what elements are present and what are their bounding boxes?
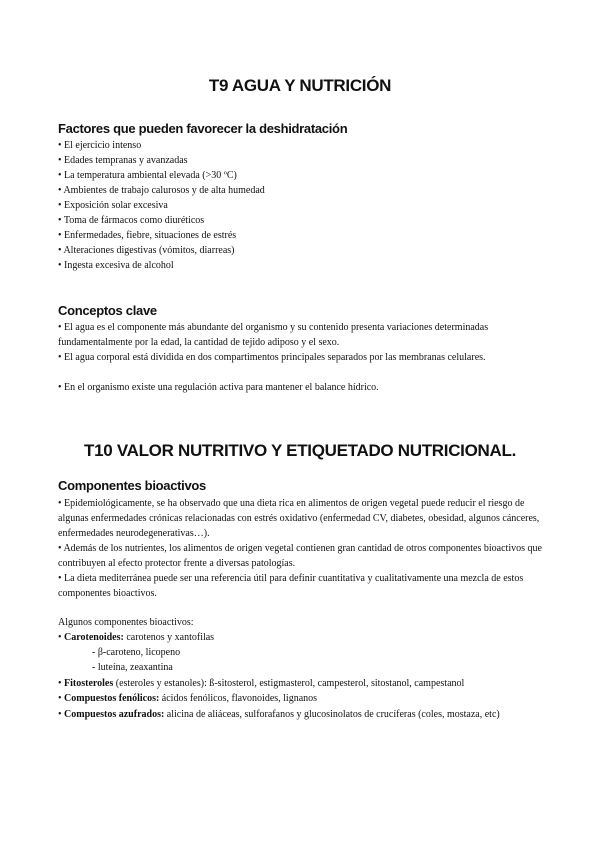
- bullet: •: [58, 709, 65, 720]
- algunos-label: Algunos componentes bioactivos:: [58, 617, 194, 628]
- bullet: •: [58, 693, 65, 704]
- list-item: • Edades tempranas y avanzadas: [58, 155, 188, 166]
- concepto-paragraph: • El agua es el componente más abundante del organismo y su contenido presenta variaciones determinadas fundamentalmente por la edad, la cantidad de tejido adiposo y el sexo.: [58, 322, 489, 348]
- fenolicos-text: ácidos fenólicos, flavonoides, lignanos: [159, 693, 318, 704]
- fitosteroles-label: Fitosteroles: [64, 678, 114, 689]
- list-item-carotenoides: [58, 631, 214, 645]
- t10-title: T10 VALOR NUTRITIVO Y ETIQUETADO NUTRICIONAL.: [84, 441, 516, 460]
- list-item: • Alteraciones digestivas (vómitos, diarreas): [58, 245, 235, 256]
- list-item-azufrados: [58, 707, 548, 722]
- list-item: • Ingesta excesiva de alcohol: [58, 260, 174, 271]
- concepto-paragraph: • En el organismo existe una regulación activa para mantener el balance hídrico.: [58, 382, 379, 393]
- componentes-paragraph: • Epidemiológicamente, se ha observado que una dieta rica en alimentos de origen vegetal puede reducir el riesgo de algunas enfermedades crónicas relacionadas con estrés oxidativo (enfermedad CV, diabetes, obesidad, algunos cánceres, enfermedades neurodegenerativas…).: [58, 498, 540, 539]
- componentes-paragraph: • Además de los nutrientes, los alimentos de origen vegetal contienen gran cantidad de otros componentes bioactivos que contribuyen al efecto protector frente a diversas patologías.: [58, 543, 542, 569]
- t9-title: T9 AGUA Y NUTRICIÓN: [208, 76, 392, 95]
- list-item: • Toma de fármacos como diuréticos: [58, 215, 205, 226]
- componentes-heading: Componentes bioactivos: [58, 478, 206, 493]
- concepto-paragraph: • El agua corporal está dividida en dos compartimentos principales separados por las membranas celulares.: [58, 352, 486, 363]
- list-item: • Ambientes de trabajo calurosos y de alta humedad: [58, 185, 265, 196]
- azufrados-text: alicina de aliáceas, sulforafanos y glucosinolatos de crucíferas (coles, mostaza, etc): [164, 709, 500, 720]
- fitosteroles-text: (esteroles y estanoles): ß-sitosterol, estigmasterol, campesterol, sitostanol, campestanol: [113, 678, 465, 689]
- carotenoides-label: Carotenoides:: [64, 632, 124, 643]
- bullet: •: [58, 678, 65, 689]
- azufrados-label: Compuestos azufrados:: [64, 709, 165, 720]
- componentes-paragraph: • La dieta mediterránea puede ser una referencia útil para definir cuantitativa y cualitativamente una mezcla de estos componentes bioactivos.: [58, 573, 524, 599]
- list-item-fitosteroles: [58, 677, 464, 691]
- bullet: •: [58, 632, 65, 643]
- list-item: • Enfermedades, fiebre, situaciones de estrés: [58, 230, 237, 241]
- list-item: • Exposición solar excesiva: [58, 200, 168, 211]
- list-subitem: - β-caroteno, licopeno: [92, 647, 181, 658]
- factores-heading: Factores que pueden favorecer la deshidratación: [58, 121, 348, 136]
- fenolicos-label: Compuestos fenólicos:: [64, 693, 160, 704]
- list-subitem: - luteína, zeaxantina: [92, 662, 173, 673]
- list-item: • La temperatura ambiental elevada (>30 ºC): [58, 170, 237, 181]
- list-item-fenolicos: [58, 692, 317, 706]
- list-item: • El ejercicio intenso: [58, 140, 142, 151]
- conceptos-heading: Conceptos clave: [58, 303, 157, 318]
- carotenoides-text: carotenos y xantofilas: [123, 632, 215, 643]
